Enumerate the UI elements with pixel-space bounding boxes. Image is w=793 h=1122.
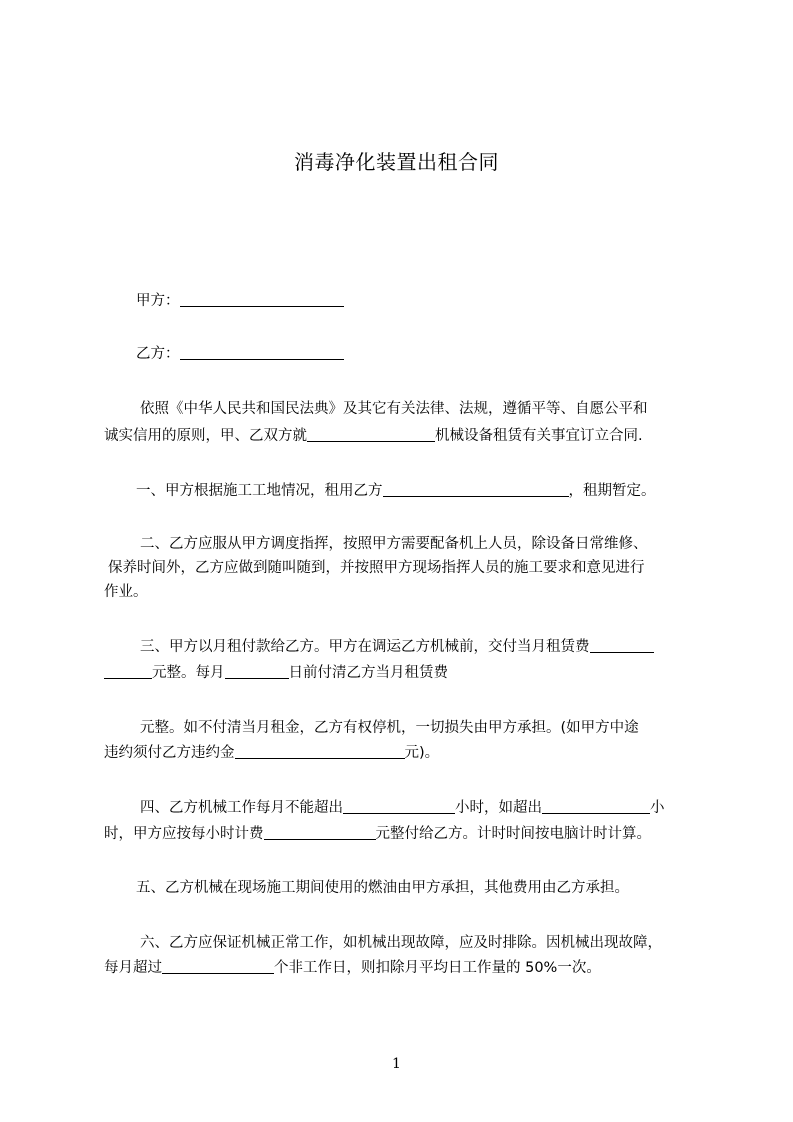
party-a-label: 甲方： [136,293,180,309]
clause-3-text-2a: 元整。每月 [152,665,225,681]
document-title: 消毒净化装置出租合同 [294,150,499,174]
clause-6-text-2b: 个非工作日，则扣除月平均日工作量的 50%一次。 [274,960,601,976]
page-number: 1 [392,1056,401,1072]
intro-line-2 [104,426,704,446]
excess-hours-blank[interactable] [542,799,650,814]
party-b-line [136,344,736,364]
clause-3-text-1: 三、甲方以月租付款给乙方。甲方在调运乙方机械前，交付当月租赁费 [140,639,590,655]
clause-6-text-2a: 每月超过 [104,960,162,976]
non-working-days-blank[interactable] [162,959,274,974]
clause-4-text-2b: 元整付给乙方。计时时间按电脑计时计算。 [375,826,651,842]
clause-4-text-1b: 小时，如超出 [455,800,542,816]
party-b-blank[interactable] [180,345,344,360]
party-b-label: 乙方： [136,346,180,362]
equipment-name-blank[interactable] [307,427,435,442]
clause-4-line-2 [104,824,704,844]
intro-line-1: 依照《中华人民共和国民法典》及其它有关法律、法规，遵循平等、自愿公平和 [140,401,648,417]
clause-4-text-1a: 四、乙方机械工作每月不能超出 [140,800,343,816]
clause-3-line-1 [140,637,740,657]
hourly-fee-blank[interactable] [264,825,376,840]
clause-1-text-b: ，租期暂定。 [568,483,656,499]
clause-1 [136,481,736,501]
intro-text-a: 诚实信用的原则，甲、乙双方就 [104,428,307,444]
clause-2-line-1: 二、乙方应服从甲方调度指挥，按照甲方需要配备机上人员，除设备日常维修、 [140,536,648,552]
clause-5-line-1: 五、乙方机械在现场施工期间使用的燃油由甲方承担，其他费用由乙方承担。 [136,880,629,896]
intro-text-b: 机械设备租赁有关事宜订立合同. [435,428,643,444]
clause-3-text-4a: 违约须付乙方违约金 [104,745,235,761]
monthly-rent-blank-a[interactable] [590,638,654,653]
penalty-blank[interactable] [235,744,405,759]
clause-4-text-2a: 时，甲方应按每小时计费 [104,826,264,842]
clause-3-line-3: 元整。如不付清当月租金，乙方有权停机，一切损失由甲方承担。(如甲方中途 [140,720,639,736]
clause-4-text-1c: 小 [650,800,665,816]
max-hours-blank[interactable] [343,799,455,814]
clause-1-text-a: 一、甲方根据施工工地情况，租用乙方 [136,483,383,499]
clause-6-line-1: 六、乙方应保证机械正常工作，如机械出现故障，应及时排除。因机械出现故障， [140,935,662,951]
clause-3-line-4 [104,743,704,763]
monthly-rent-blank-b[interactable] [104,664,152,679]
clause-3-line-2 [104,663,704,683]
clause-6-line-2 [104,958,704,978]
party-a-blank[interactable] [180,292,344,307]
clause-2-line-3: 作业。 [104,584,148,600]
party-a-line [136,291,736,311]
payment-day-blank[interactable] [225,664,289,679]
clause-3-text-4b: 元)。 [404,745,440,761]
clause-4-line-1 [140,798,740,818]
clause-2-line-2: 保养时间外，乙方应做到随叫随到，并按照甲方现场指挥人员的施工要求和意见进行 [108,560,645,576]
clause-3-text-2b: 日前付清乙方当月租赁费 [288,665,448,681]
rental-equipment-blank[interactable] [383,482,569,497]
